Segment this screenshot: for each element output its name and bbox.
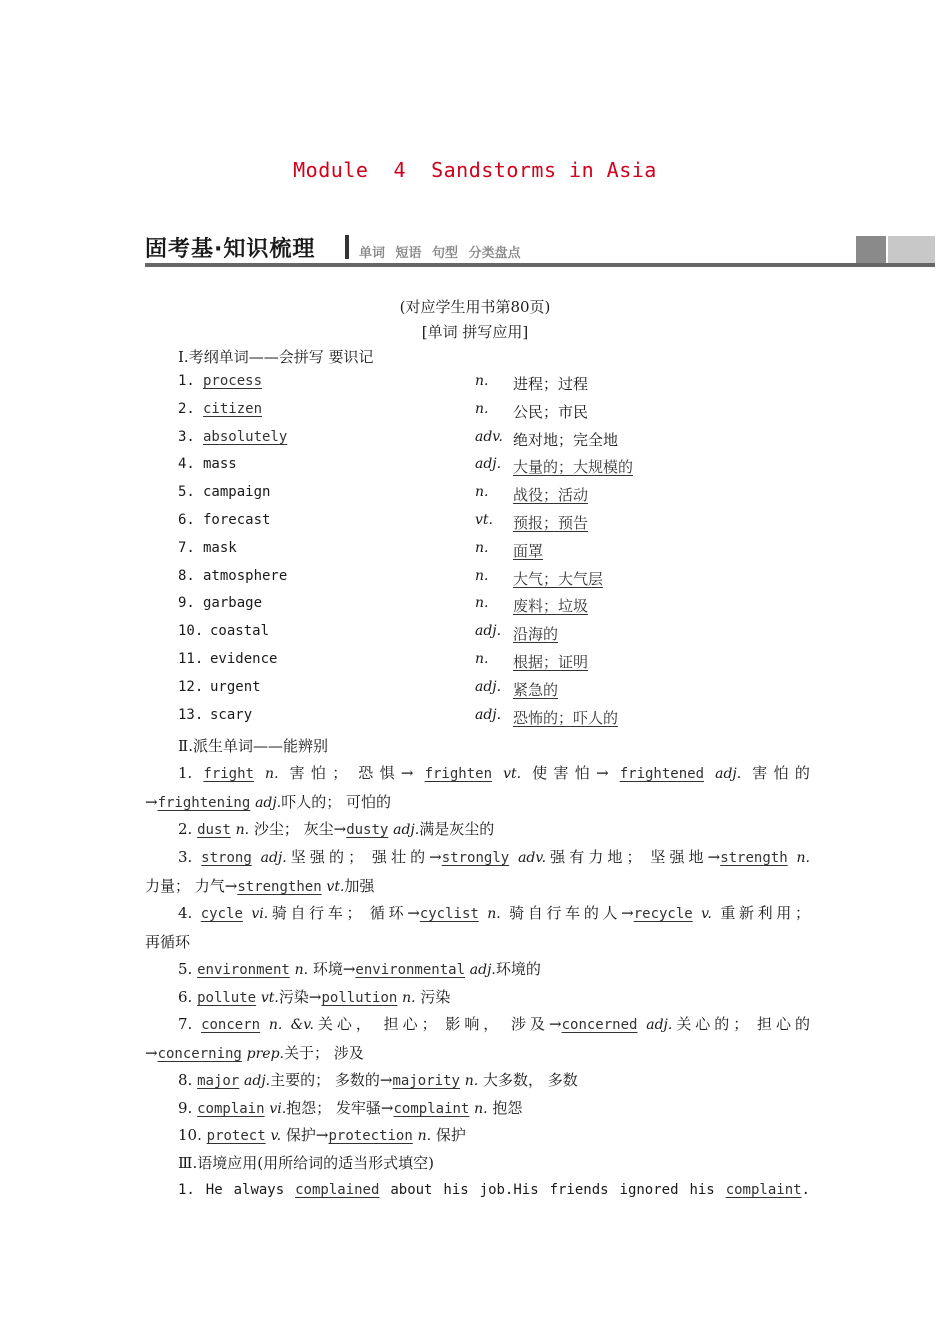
sentence-text: about his job.His friends ignored his xyxy=(390,1182,715,1198)
answer-word: fright xyxy=(203,766,254,782)
answer-word: cycle xyxy=(200,906,243,922)
vocab-meaning: 根据；证明 xyxy=(513,653,589,671)
meaning: 抱怨； 发牢骚→ xyxy=(286,1099,394,1117)
item-number: 9. xyxy=(178,595,195,612)
sentence-text: He always xyxy=(205,1182,285,1198)
derivation-3 xyxy=(145,843,810,901)
answer-word: pollute xyxy=(197,990,257,1006)
derivation-line xyxy=(145,1039,810,1068)
part-of-speech: adj. xyxy=(475,456,502,473)
meaning: 骑自行车； 循环→ xyxy=(268,904,420,922)
part-of-speech: n. xyxy=(402,990,416,1006)
answer-word: frightened xyxy=(619,766,705,782)
vocab-word: process xyxy=(203,373,263,389)
vocab-row xyxy=(178,540,818,564)
vocab-row xyxy=(178,568,818,592)
vocab-meaning: 公民；市民 xyxy=(513,402,589,421)
section-label: [单词 拼写应用] xyxy=(421,323,529,341)
vocab-meaning: 紧急的 xyxy=(513,680,559,699)
vocab-row xyxy=(178,484,818,508)
vocab-meaning: 大量的；大规模的 xyxy=(513,458,634,477)
derivation-2 xyxy=(145,815,810,844)
part-of-speech: n. xyxy=(475,567,489,584)
vocab-word: garbage xyxy=(203,595,263,612)
vocab-row xyxy=(178,401,818,425)
part-of-speech: n. xyxy=(487,906,501,922)
part-of-speech: vt. xyxy=(475,512,493,528)
item-number: 1. xyxy=(178,373,195,389)
vocab-row xyxy=(178,512,818,536)
answer-word: dusty xyxy=(346,822,389,838)
meaning: 使害怕→ xyxy=(532,764,609,782)
part-of-speech: n. xyxy=(235,822,250,838)
answer-word: complained xyxy=(295,1182,380,1198)
part-of-speech: vi. xyxy=(251,906,269,922)
item-number: 9. xyxy=(178,1099,193,1117)
answer-word: complaint xyxy=(725,1182,802,1198)
derivation-9 xyxy=(145,1094,810,1123)
derivation-1 xyxy=(145,759,810,817)
vocab-word: mask xyxy=(203,539,237,556)
banner-subtitle: 单词 短语 句型 分类盘点 xyxy=(359,246,521,261)
part-of-speech: adj. xyxy=(393,822,420,838)
vocab-word: mass xyxy=(203,456,237,473)
item-number: 8. xyxy=(178,1071,193,1089)
derivation-4 xyxy=(145,899,810,956)
derivation-10 xyxy=(145,1121,810,1150)
meaning: 关于； 涉及 xyxy=(284,1044,364,1062)
vocab-word: scary xyxy=(210,706,253,723)
derivation-8 xyxy=(145,1066,810,1095)
item-number: 10. xyxy=(178,1126,202,1144)
derivation-line xyxy=(145,759,810,788)
answer-word: protect xyxy=(206,1128,266,1144)
vocab-word: campaign xyxy=(203,484,271,501)
vocab-word: evidence xyxy=(210,651,278,667)
meaning: 环境的 xyxy=(495,960,541,978)
derivation-line xyxy=(145,788,810,817)
arrow: → xyxy=(145,793,158,811)
part-of-speech: v. xyxy=(270,1128,282,1144)
vocab-row xyxy=(178,707,818,731)
vocab-word: citizen xyxy=(203,400,263,417)
answer-word: complain xyxy=(197,1101,265,1117)
meaning: 保护 xyxy=(435,1126,466,1144)
meaning: 满是灰尘的 xyxy=(419,820,495,838)
item-number: 7. xyxy=(178,539,195,556)
part-of-speech: adj. xyxy=(475,623,502,640)
answer-word: strengthen xyxy=(237,879,322,895)
part-of-speech: n. xyxy=(294,962,309,978)
answer-word: concerned xyxy=(561,1017,638,1033)
meaning: 重新利用； xyxy=(720,904,810,922)
part-of-speech: n. xyxy=(796,850,810,866)
meaning: 害怕； xyxy=(289,764,348,782)
part-of-speech: v. xyxy=(701,906,712,922)
item-number: 6. xyxy=(178,988,193,1006)
vocab-row xyxy=(178,373,818,397)
item-number: 13. xyxy=(178,706,204,723)
answer-word: dust xyxy=(197,822,231,838)
part-of-speech: n. xyxy=(475,400,489,417)
section-banner xyxy=(145,230,935,270)
part2-heading: Ⅱ.派生单词——能辨别 xyxy=(178,737,328,755)
meaning: 主要的； 多数的→ xyxy=(270,1071,393,1089)
meaning: 加强 xyxy=(344,877,375,895)
derivation-line xyxy=(145,872,810,901)
part-of-speech: n. xyxy=(474,1101,488,1117)
part-of-speech: vt. xyxy=(260,990,279,1006)
meaning: 环境→ xyxy=(312,960,356,978)
answer-word: concern xyxy=(201,1017,261,1033)
derivation-6 xyxy=(145,983,810,1012)
meaning: 害怕的 xyxy=(752,764,810,782)
vocab-meaning: 预报；预告 xyxy=(513,514,589,532)
banner-light-block xyxy=(888,236,935,263)
vocab-row xyxy=(178,456,818,480)
part-of-speech: adv. xyxy=(518,850,547,866)
answer-word: frighten xyxy=(424,766,492,782)
vocab-meaning: 战役；活动 xyxy=(513,486,589,505)
part-of-speech: adv. xyxy=(475,428,504,445)
derivation-line xyxy=(145,899,810,928)
meaning: 吓人的； 可怕的 xyxy=(281,793,391,811)
vocab-row xyxy=(178,679,818,703)
derivation-line xyxy=(145,843,810,872)
item-number: 4. xyxy=(178,904,193,922)
answer-word: concerning xyxy=(157,1046,242,1062)
part-of-speech: vt. xyxy=(503,766,522,782)
meaning: 关心， 担心； 影响， 涉及→ xyxy=(313,1015,562,1033)
vocab-meaning: 沿海的 xyxy=(513,625,559,644)
sentence-text: . xyxy=(801,1182,810,1198)
vocab-meaning: 恐怖的；吓人的 xyxy=(513,708,619,727)
part-of-speech: adj. xyxy=(646,1017,673,1033)
meaning: 关心的； 担心的 xyxy=(672,1015,810,1033)
vocab-row xyxy=(178,651,818,675)
vocab-meaning: 废料；垃圾 xyxy=(513,597,589,616)
part-of-speech: adj. xyxy=(255,795,282,811)
banner-rule xyxy=(145,263,935,267)
part-of-speech: n. xyxy=(475,373,489,389)
item-number: 7. xyxy=(178,1015,193,1033)
item-number: 11. xyxy=(178,651,204,667)
part-of-speech: adj. xyxy=(475,706,502,723)
answer-word: environmental xyxy=(355,962,465,978)
derivation-7 xyxy=(145,1010,810,1068)
item-number: 5. xyxy=(178,484,195,501)
part3-heading: Ⅲ.语境应用(用所给词的适当形式填空) xyxy=(178,1154,434,1172)
answer-word: complaint xyxy=(393,1101,470,1117)
page-title: Module 4 Sandstorms in Asia xyxy=(293,158,657,182)
derivation-line: 再循环 xyxy=(145,933,191,951)
banner-dark-block xyxy=(856,236,886,263)
meaning: 抱怨 xyxy=(492,1099,523,1117)
meaning: 污染→ xyxy=(278,988,322,1006)
answer-word: environment xyxy=(197,962,290,978)
answer-word: strength xyxy=(720,850,788,866)
item-number: 4. xyxy=(178,456,195,473)
answer-word: pollution xyxy=(321,990,398,1006)
vocab-word: forecast xyxy=(203,512,271,528)
part-of-speech: vi. xyxy=(269,1101,287,1117)
part-of-speech: n. xyxy=(475,651,489,667)
part-of-speech: vt. xyxy=(326,879,345,895)
item-number: 6. xyxy=(178,512,195,528)
part-of-speech: adj. xyxy=(469,962,496,978)
page-reference: (对应学生用书第80页) xyxy=(399,298,551,316)
item-number: 5. xyxy=(178,960,193,978)
sentence-line xyxy=(145,1176,810,1204)
item-number: 1. xyxy=(178,764,193,782)
part-of-speech: n. &v. xyxy=(268,1017,314,1033)
meaning: 保护→ xyxy=(285,1126,329,1144)
vocab-meaning: 进程；过程 xyxy=(513,375,589,393)
part1-heading: Ⅰ.考纲单词——会拼写 要识记 xyxy=(178,348,374,366)
vocab-row xyxy=(178,429,818,453)
vocab-word: coastal xyxy=(210,623,270,640)
banner-divider xyxy=(345,235,349,259)
context-sentence-1 xyxy=(145,1176,810,1204)
part-of-speech: n. xyxy=(464,1073,479,1089)
vocab-meaning: 大气；大气层 xyxy=(513,569,604,588)
vocab-word: urgent xyxy=(210,678,261,695)
part-of-speech: n. xyxy=(475,484,489,501)
derivation-5 xyxy=(145,955,810,984)
meaning: 强有力地； 坚强地→ xyxy=(546,848,721,866)
answer-word: majority xyxy=(392,1073,460,1089)
part-of-speech: adj. xyxy=(260,850,287,866)
answer-word: strong xyxy=(201,850,252,866)
meaning: 坚强的； 强壮的→ xyxy=(286,848,442,866)
item-number: 3. xyxy=(178,848,193,866)
item-number: 10. xyxy=(178,623,204,640)
meaning: 污染 xyxy=(420,988,451,1006)
answer-word: protection xyxy=(328,1128,413,1144)
part-of-speech: n. xyxy=(417,1128,432,1144)
meaning: 大多数， 多数 xyxy=(482,1071,578,1089)
item-number: 8. xyxy=(178,567,195,584)
item-number: 2. xyxy=(178,400,195,417)
banner-title: 固考基·知识梳理 xyxy=(145,237,316,262)
part-of-speech: n. xyxy=(475,539,489,556)
part-of-speech: n. xyxy=(265,766,279,782)
answer-word: recycle xyxy=(633,906,693,922)
vocab-row xyxy=(178,595,818,619)
part-of-speech: n. xyxy=(475,595,489,612)
vocab-word: absolutely xyxy=(203,428,288,445)
part-of-speech: prep. xyxy=(246,1046,285,1062)
item-number: 3. xyxy=(178,428,195,445)
vocab-word: atmosphere xyxy=(203,567,288,584)
answer-word: strongly xyxy=(441,850,510,866)
vocab-meaning: 面罩 xyxy=(513,541,544,560)
meaning: 力量； 力气→ xyxy=(145,877,238,895)
vocab-row xyxy=(178,623,818,647)
meaning: 恐惧→ xyxy=(358,764,414,782)
meaning: 骑自行车的人→ xyxy=(509,904,634,922)
answer-word: frightening xyxy=(157,795,251,811)
item-number: 1. xyxy=(178,1182,195,1198)
answer-word: major xyxy=(197,1073,240,1089)
part-of-speech: adj. xyxy=(715,766,742,782)
derivation-line xyxy=(145,1010,810,1039)
item-number: 2. xyxy=(178,820,193,838)
item-number: 12. xyxy=(178,678,204,695)
arrow: → xyxy=(145,1044,158,1062)
part-of-speech: adj. xyxy=(244,1073,271,1089)
part-of-speech: adj. xyxy=(475,678,502,695)
meaning: 沙尘； 灰尘→ xyxy=(253,820,347,838)
vocab-meaning: 绝对地；完全地 xyxy=(513,430,619,449)
answer-word: cyclist xyxy=(419,906,479,922)
